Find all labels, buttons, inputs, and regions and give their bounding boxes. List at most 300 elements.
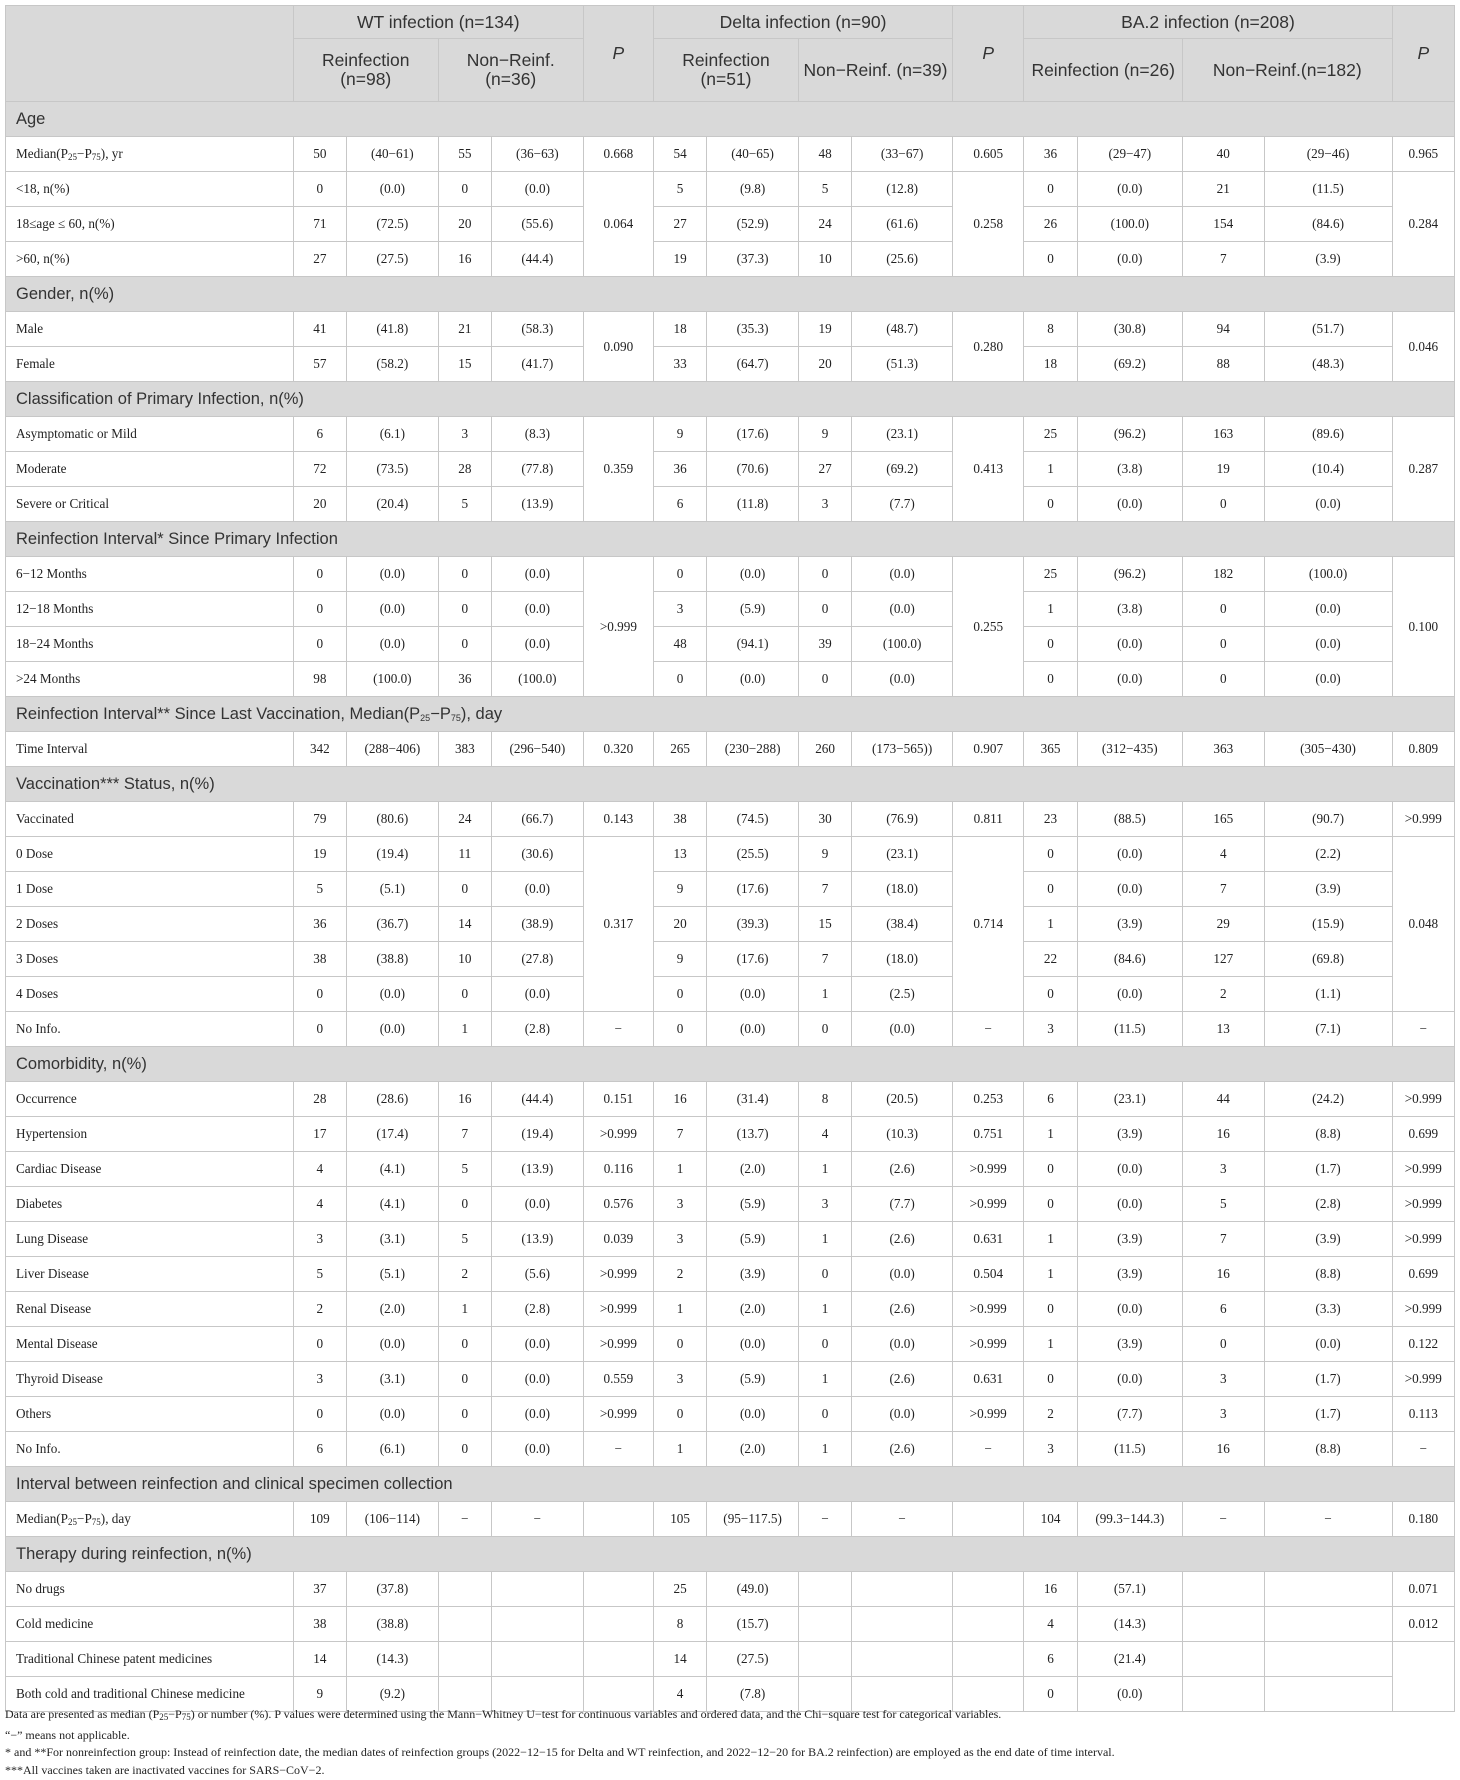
- wt-p-value: [583, 1572, 653, 1607]
- ba-nonreinf-count: 21: [1182, 172, 1264, 207]
- ba-p-value: 0.180: [1392, 1502, 1454, 1537]
- wt-nonreinf-percent: (55.6): [491, 207, 583, 242]
- ba-nonreinf-count: 7: [1182, 1222, 1264, 1257]
- de-reinf-percent: (0.0): [707, 662, 799, 697]
- wt-reinf-percent: (0.0): [346, 627, 438, 662]
- de-nonreinf-percent: (18.0): [852, 942, 953, 977]
- subheader-wt-nonreinf: Non−Reinf. (n=36): [438, 39, 583, 102]
- ba-nonreinf-percent: (24.2): [1264, 1082, 1392, 1117]
- de-reinf-count: 27: [653, 207, 706, 242]
- ba-reinf-count: 1: [1024, 1222, 1077, 1257]
- ba-reinf-count: 104: [1024, 1502, 1077, 1537]
- de-reinf-count: 8: [653, 1607, 706, 1642]
- subheader-ba2-nonreinf: Non−Reinf.(n=182): [1182, 39, 1392, 102]
- de-p-value: 0.280: [953, 312, 1024, 382]
- row-label: No Info.: [6, 1012, 294, 1047]
- wt-nonreinf-count: 3: [438, 417, 491, 452]
- de-reinf-percent: (2.0): [707, 1432, 799, 1467]
- de-reinf-count: 0: [653, 662, 706, 697]
- row-label: Severe or Critical: [6, 487, 294, 522]
- de-nonreinf-percent: (0.0): [852, 1327, 953, 1362]
- ba-reinf-count: 0: [1024, 172, 1077, 207]
- wt-nonreinf-percent: (0.0): [491, 1397, 583, 1432]
- table-row: [6, 452, 1455, 487]
- de-reinf-percent: (74.5): [707, 802, 799, 837]
- section-title: Reinfection Interval* Since Primary Infection: [6, 522, 1455, 557]
- wt-reinf-count: 27: [293, 242, 346, 277]
- ba-nonreinf-count: 363: [1182, 732, 1264, 767]
- de-p-value: 0.253: [953, 1082, 1024, 1117]
- de-nonreinf-percent: (76.9): [852, 802, 953, 837]
- de-reinf-count: 3: [653, 1187, 706, 1222]
- de-nonreinf-count: 9: [798, 417, 851, 452]
- ba-p-value: −: [1392, 1012, 1454, 1047]
- row-label: Thyroid Disease: [6, 1362, 294, 1397]
- wt-p-value: 0.143: [583, 802, 653, 837]
- wt-reinf-percent: (17.4): [346, 1117, 438, 1152]
- wt-p-value: >0.999: [583, 1117, 653, 1152]
- de-nonreinf-percent: (2.6): [852, 1432, 953, 1467]
- ba-p-value: [1392, 1642, 1454, 1712]
- ba-reinf-percent: (7.7): [1077, 1397, 1182, 1432]
- de-reinf-percent: (0.0): [707, 977, 799, 1012]
- wt-reinf-percent: (0.0): [346, 557, 438, 592]
- de-reinf-count: 18: [653, 312, 706, 347]
- wt-reinf-count: 14: [293, 1642, 346, 1677]
- table-row: [6, 732, 1455, 767]
- ba-p-value: 0.699: [1392, 1117, 1454, 1152]
- wt-reinf-count: 4: [293, 1187, 346, 1222]
- de-p-value: 0.631: [953, 1222, 1024, 1257]
- de-nonreinf-count: 0: [798, 592, 851, 627]
- ba-reinf-count: 1: [1024, 452, 1077, 487]
- de-nonreinf-count: 1: [798, 977, 851, 1012]
- wt-nonreinf-count: 1: [438, 1012, 491, 1047]
- wt-p-value: 0.559: [583, 1362, 653, 1397]
- section-title: Interval between reinfection and clinical specimen collection: [6, 1467, 1455, 1502]
- de-nonreinf-percent: [852, 1572, 953, 1607]
- wt-reinf-percent: (36.7): [346, 907, 438, 942]
- ba-reinf-count: 3: [1024, 1432, 1077, 1467]
- ba-p-value: >0.999: [1392, 1292, 1454, 1327]
- wt-p-value: 0.039: [583, 1222, 653, 1257]
- ba-nonreinf-count: 3: [1182, 1397, 1264, 1432]
- ba-reinf-percent: (11.5): [1077, 1432, 1182, 1467]
- ba-nonreinf-count: 16: [1182, 1257, 1264, 1292]
- row-label: 18≤age ≤ 60, n(%): [6, 207, 294, 242]
- de-nonreinf-count: 20: [798, 347, 851, 382]
- de-nonreinf-count: 0: [798, 557, 851, 592]
- wt-nonreinf-count: 0: [438, 1187, 491, 1222]
- row-label: Vaccinated: [6, 802, 294, 837]
- wt-reinf-count: 2: [293, 1292, 346, 1327]
- de-nonreinf-count: 7: [798, 942, 851, 977]
- de-nonreinf-percent: (61.6): [852, 207, 953, 242]
- de-reinf-percent: (70.6): [707, 452, 799, 487]
- de-p-value: 0.255: [953, 557, 1024, 697]
- wt-reinf-count: 57: [293, 347, 346, 382]
- ba-reinf-count: 25: [1024, 417, 1077, 452]
- wt-nonreinf-count: 7: [438, 1117, 491, 1152]
- ba-reinf-count: 2: [1024, 1397, 1077, 1432]
- ba-reinf-percent: (88.5): [1077, 802, 1182, 837]
- wt-reinf-percent: (27.5): [346, 242, 438, 277]
- section-header-row: [6, 277, 1455, 312]
- row-label: Asymptomatic or Mild: [6, 417, 294, 452]
- footnote: ***All vaccines taken are inactivated vaccines for SARS−CoV−2.: [5, 1762, 325, 1777]
- ba-reinf-count: 0: [1024, 1677, 1077, 1712]
- ba-nonreinf-count: [1182, 1642, 1264, 1677]
- ba-reinf-count: 0: [1024, 627, 1077, 662]
- de-reinf-percent: (5.9): [707, 1362, 799, 1397]
- de-nonreinf-percent: (7.7): [852, 1187, 953, 1222]
- section-title: Comorbidity, n(%): [6, 1047, 1455, 1082]
- ba-reinf-count: 25: [1024, 557, 1077, 592]
- wt-nonreinf-percent: (0.0): [491, 977, 583, 1012]
- table-row: [6, 1607, 1455, 1642]
- de-nonreinf-percent: (2.6): [852, 1362, 953, 1397]
- de-nonreinf-count: 7: [798, 872, 851, 907]
- ba-reinf-percent: (14.3): [1077, 1607, 1182, 1642]
- wt-p-value: [583, 1607, 653, 1642]
- table-row: [6, 872, 1455, 907]
- wt-nonreinf-percent: (0.0): [491, 627, 583, 662]
- ba-nonreinf-count: 0: [1182, 1327, 1264, 1362]
- ba-nonreinf-percent: (0.0): [1264, 487, 1392, 522]
- ba-nonreinf-percent: (1.7): [1264, 1152, 1392, 1187]
- de-reinf-count: 54: [653, 137, 706, 172]
- de-nonreinf-percent: (100.0): [852, 627, 953, 662]
- wt-p-value: 0.576: [583, 1187, 653, 1222]
- wt-nonreinf-count: 1: [438, 1292, 491, 1327]
- wt-reinf-percent: (28.6): [346, 1082, 438, 1117]
- de-reinf-percent: (39.3): [707, 907, 799, 942]
- ba-nonreinf-percent: (2.2): [1264, 837, 1392, 872]
- de-nonreinf-count: 19: [798, 312, 851, 347]
- wt-reinf-count: 79: [293, 802, 346, 837]
- ba-p-value: 0.113: [1392, 1397, 1454, 1432]
- wt-nonreinf-count: [438, 1607, 491, 1642]
- wt-nonreinf-count: 21: [438, 312, 491, 347]
- ba-nonreinf-count: 0: [1182, 487, 1264, 522]
- wt-reinf-count: 0: [293, 1397, 346, 1432]
- de-nonreinf-count: 10: [798, 242, 851, 277]
- de-reinf-percent: (11.8): [707, 487, 799, 522]
- ba-reinf-count: 1: [1024, 1327, 1077, 1362]
- table-row: [6, 802, 1455, 837]
- ba-reinf-percent: (3.9): [1077, 1327, 1182, 1362]
- ba-reinf-percent: (0.0): [1077, 242, 1182, 277]
- ba-nonreinf-count: 4: [1182, 837, 1264, 872]
- ba-nonreinf-percent: (84.6): [1264, 207, 1392, 242]
- de-reinf-count: 9: [653, 942, 706, 977]
- wt-nonreinf-percent: −: [491, 1502, 583, 1537]
- de-p-value: −: [953, 1012, 1024, 1047]
- de-reinf-count: 4: [653, 1677, 706, 1712]
- ba-reinf-percent: (0.0): [1077, 172, 1182, 207]
- de-reinf-count: 3: [653, 592, 706, 627]
- table-row: [6, 1082, 1455, 1117]
- de-reinf-percent: (49.0): [707, 1572, 799, 1607]
- wt-p-value: −: [583, 1432, 653, 1467]
- wt-nonreinf-count: 0: [438, 1327, 491, 1362]
- de-nonreinf-percent: (23.1): [852, 417, 953, 452]
- row-label: >24 Months: [6, 662, 294, 697]
- de-nonreinf-percent: −: [852, 1502, 953, 1537]
- ba-reinf-count: 0: [1024, 977, 1077, 1012]
- ba-nonreinf-percent: (10.4): [1264, 452, 1392, 487]
- ba-nonreinf-count: 44: [1182, 1082, 1264, 1117]
- ba-nonreinf-count: −: [1182, 1502, 1264, 1537]
- table-row: [6, 487, 1455, 522]
- ba-reinf-percent: (23.1): [1077, 1082, 1182, 1117]
- group-header-ba2: BA.2 infection (n=208): [1024, 6, 1392, 39]
- de-nonreinf-count: 39: [798, 627, 851, 662]
- ba-p-value: >0.999: [1392, 1187, 1454, 1222]
- ba-reinf-count: 0: [1024, 1187, 1077, 1222]
- de-reinf-percent: (13.7): [707, 1117, 799, 1152]
- ba-reinf-count: 0: [1024, 487, 1077, 522]
- de-nonreinf-percent: (10.3): [852, 1117, 953, 1152]
- data-table: [5, 5, 1455, 1712]
- de-nonreinf-count: 0: [798, 662, 851, 697]
- de-nonreinf-count: 1: [798, 1222, 851, 1257]
- ba-nonreinf-percent: (3.9): [1264, 872, 1392, 907]
- header-corner: [6, 6, 294, 102]
- de-reinf-percent: (52.9): [707, 207, 799, 242]
- wt-p-value: 0.320: [583, 732, 653, 767]
- wt-reinf-percent: (0.0): [346, 1012, 438, 1047]
- wt-nonreinf-percent: (44.4): [491, 242, 583, 277]
- wt-nonreinf-percent: (13.9): [491, 1222, 583, 1257]
- ba-reinf-count: 22: [1024, 942, 1077, 977]
- de-reinf-count: 105: [653, 1502, 706, 1537]
- de-reinf-percent: (64.7): [707, 347, 799, 382]
- wt-reinf-percent: (2.0): [346, 1292, 438, 1327]
- row-label: Lung Disease: [6, 1222, 294, 1257]
- ba-reinf-percent: (0.0): [1077, 1677, 1182, 1712]
- p-header-wt: P: [583, 6, 653, 102]
- wt-nonreinf-count: 10: [438, 942, 491, 977]
- wt-nonreinf-percent: [491, 1607, 583, 1642]
- wt-nonreinf-count: 20: [438, 207, 491, 242]
- wt-reinf-count: 72: [293, 452, 346, 487]
- subheader-delta-reinfection: Reinfection (n=51): [653, 39, 798, 102]
- de-nonreinf-percent: (2.6): [852, 1292, 953, 1327]
- de-p-value: >0.999: [953, 1327, 1024, 1362]
- wt-reinf-percent: (38.8): [346, 942, 438, 977]
- de-p-value: 0.504: [953, 1257, 1024, 1292]
- ba-p-value: 0.699: [1392, 1257, 1454, 1292]
- ba-nonreinf-count: 163: [1182, 417, 1264, 452]
- ba-reinf-percent: (0.0): [1077, 1362, 1182, 1397]
- section-title: Age: [6, 102, 1455, 137]
- wt-p-value: −: [583, 1012, 653, 1047]
- wt-reinf-count: 0: [293, 172, 346, 207]
- wt-reinf-count: 109: [293, 1502, 346, 1537]
- de-reinf-count: 0: [653, 1012, 706, 1047]
- table-row: [6, 557, 1455, 592]
- wt-reinf-percent: (80.6): [346, 802, 438, 837]
- de-reinf-percent: (5.9): [707, 592, 799, 627]
- ba-reinf-percent: (0.0): [1077, 1152, 1182, 1187]
- table-row: [6, 1117, 1455, 1152]
- table-row: [6, 977, 1455, 1012]
- row-label: 0 Dose: [6, 837, 294, 872]
- de-reinf-count: 0: [653, 1397, 706, 1432]
- ba-p-value: 0.048: [1392, 837, 1454, 1012]
- wt-reinf-percent: (41.8): [346, 312, 438, 347]
- wt-nonreinf-percent: (0.0): [491, 592, 583, 627]
- row-label: >60, n(%): [6, 242, 294, 277]
- wt-reinf-count: 20: [293, 487, 346, 522]
- table-row: [6, 1187, 1455, 1222]
- ba-reinf-percent: (3.9): [1077, 1117, 1182, 1152]
- wt-nonreinf-percent: (30.6): [491, 837, 583, 872]
- ba-nonreinf-percent: (1.7): [1264, 1362, 1392, 1397]
- de-reinf-count: 48: [653, 627, 706, 662]
- wt-reinf-percent: (106−114): [346, 1502, 438, 1537]
- ba-nonreinf-count: 7: [1182, 872, 1264, 907]
- de-reinf-count: 14: [653, 1642, 706, 1677]
- de-reinf-percent: (37.3): [707, 242, 799, 277]
- de-reinf-percent: (2.0): [707, 1292, 799, 1327]
- wt-nonreinf-percent: (13.9): [491, 487, 583, 522]
- table-row: [6, 417, 1455, 452]
- wt-nonreinf-count: 28: [438, 452, 491, 487]
- de-reinf-percent: (5.9): [707, 1187, 799, 1222]
- wt-nonreinf-percent: [491, 1572, 583, 1607]
- section-header-row: [6, 767, 1455, 802]
- wt-nonreinf-count: 0: [438, 872, 491, 907]
- wt-reinf-percent: (58.2): [346, 347, 438, 382]
- wt-reinf-count: 0: [293, 557, 346, 592]
- de-reinf-percent: (40−65): [707, 137, 799, 172]
- wt-p-value: 0.064: [583, 172, 653, 277]
- ba-reinf-percent: (0.0): [1077, 662, 1182, 697]
- ba-nonreinf-count: 29: [1182, 907, 1264, 942]
- wt-reinf-count: 5: [293, 872, 346, 907]
- ba-reinf-percent: (0.0): [1077, 1187, 1182, 1222]
- wt-p-value: [583, 1502, 653, 1537]
- de-nonreinf-percent: (0.0): [852, 1257, 953, 1292]
- section-header-row: [6, 382, 1455, 417]
- wt-reinf-count: 36: [293, 907, 346, 942]
- wt-nonreinf-count: 16: [438, 1082, 491, 1117]
- de-nonreinf-count: [798, 1572, 851, 1607]
- ba-nonreinf-percent: (8.8): [1264, 1117, 1392, 1152]
- de-nonreinf-count: 5: [798, 172, 851, 207]
- de-nonreinf-count: 0: [798, 1012, 851, 1047]
- section-header-row: [6, 1537, 1455, 1572]
- row-label: Mental Disease: [6, 1327, 294, 1362]
- ba-nonreinf-percent: (90.7): [1264, 802, 1392, 837]
- table-row: [6, 1572, 1455, 1607]
- ba-reinf-count: 365: [1024, 732, 1077, 767]
- wt-reinf-percent: (6.1): [346, 1432, 438, 1467]
- ba-nonreinf-count: [1182, 1572, 1264, 1607]
- ba-nonreinf-percent: (0.0): [1264, 627, 1392, 662]
- wt-nonreinf-count: [438, 1642, 491, 1677]
- de-nonreinf-percent: (51.3): [852, 347, 953, 382]
- wt-reinf-count: 41: [293, 312, 346, 347]
- ba-reinf-count: 26: [1024, 207, 1077, 242]
- ba-reinf-count: 16: [1024, 1572, 1077, 1607]
- de-nonreinf-count: 1: [798, 1152, 851, 1187]
- de-reinf-percent: (0.0): [707, 1397, 799, 1432]
- wt-reinf-count: 4: [293, 1152, 346, 1187]
- ba-reinf-count: 1: [1024, 907, 1077, 942]
- de-reinf-percent: (2.0): [707, 1152, 799, 1187]
- row-label: 3 Doses: [6, 942, 294, 977]
- ba-reinf-percent: (3.8): [1077, 592, 1182, 627]
- wt-reinf-count: 28: [293, 1082, 346, 1117]
- wt-reinf-count: 0: [293, 977, 346, 1012]
- wt-nonreinf-count: 383: [438, 732, 491, 767]
- ba-reinf-percent: (3.9): [1077, 907, 1182, 942]
- de-p-value: >0.999: [953, 1292, 1024, 1327]
- ba-reinf-percent: (30.8): [1077, 312, 1182, 347]
- wt-nonreinf-percent: (27.8): [491, 942, 583, 977]
- de-nonreinf-percent: (2.6): [852, 1152, 953, 1187]
- ba-nonreinf-percent: (69.8): [1264, 942, 1392, 977]
- wt-nonreinf-percent: (38.9): [491, 907, 583, 942]
- row-label: 4 Doses: [6, 977, 294, 1012]
- subheader-ba2-reinfection: Reinfection (n=26): [1024, 39, 1183, 102]
- section-header-row: [6, 522, 1455, 557]
- de-nonreinf-percent: (0.0): [852, 557, 953, 592]
- ba-reinf-percent: (312−435): [1077, 732, 1182, 767]
- ba-nonreinf-count: 6: [1182, 1292, 1264, 1327]
- ba-nonreinf-percent: (0.0): [1264, 592, 1392, 627]
- wt-reinf-percent: (20.4): [346, 487, 438, 522]
- de-nonreinf-percent: (23.1): [852, 837, 953, 872]
- de-reinf-count: 3: [653, 1362, 706, 1397]
- de-nonreinf-percent: (18.0): [852, 872, 953, 907]
- wt-reinf-percent: (0.0): [346, 1327, 438, 1362]
- de-reinf-count: 19: [653, 242, 706, 277]
- ba-nonreinf-count: 5: [1182, 1187, 1264, 1222]
- de-p-value: 0.907: [953, 732, 1024, 767]
- de-p-value: −: [953, 1432, 1024, 1467]
- de-reinf-percent: (17.6): [707, 417, 799, 452]
- ba-nonreinf-percent: (3.3): [1264, 1292, 1392, 1327]
- section-title: Classification of Primary Infection, n(%): [6, 382, 1455, 417]
- de-reinf-percent: (31.4): [707, 1082, 799, 1117]
- ba-nonreinf-percent: (8.8): [1264, 1432, 1392, 1467]
- de-nonreinf-count: 1: [798, 1432, 851, 1467]
- ba-nonreinf-percent: (3.9): [1264, 242, 1392, 277]
- wt-p-value: 0.668: [583, 137, 653, 172]
- de-nonreinf-count: 4: [798, 1117, 851, 1152]
- wt-nonreinf-count: 5: [438, 1152, 491, 1187]
- de-nonreinf-percent: (20.5): [852, 1082, 953, 1117]
- ba-reinf-percent: (0.0): [1077, 977, 1182, 1012]
- ba-nonreinf-count: 0: [1182, 627, 1264, 662]
- de-reinf-percent: (17.6): [707, 942, 799, 977]
- wt-p-value: 0.359: [583, 417, 653, 522]
- wt-nonreinf-percent: (0.0): [491, 1432, 583, 1467]
- ba-p-value: >0.999: [1392, 802, 1454, 837]
- wt-reinf-percent: (0.0): [346, 1397, 438, 1432]
- ba-reinf-count: 8: [1024, 312, 1077, 347]
- subheader-delta-nonreinf: Non−Reinf. (n=39): [798, 39, 952, 102]
- de-nonreinf-count: 27: [798, 452, 851, 487]
- row-label: Diabetes: [6, 1187, 294, 1222]
- ba-nonreinf-count: 3: [1182, 1362, 1264, 1397]
- wt-reinf-count: 98: [293, 662, 346, 697]
- table-row: [6, 1362, 1455, 1397]
